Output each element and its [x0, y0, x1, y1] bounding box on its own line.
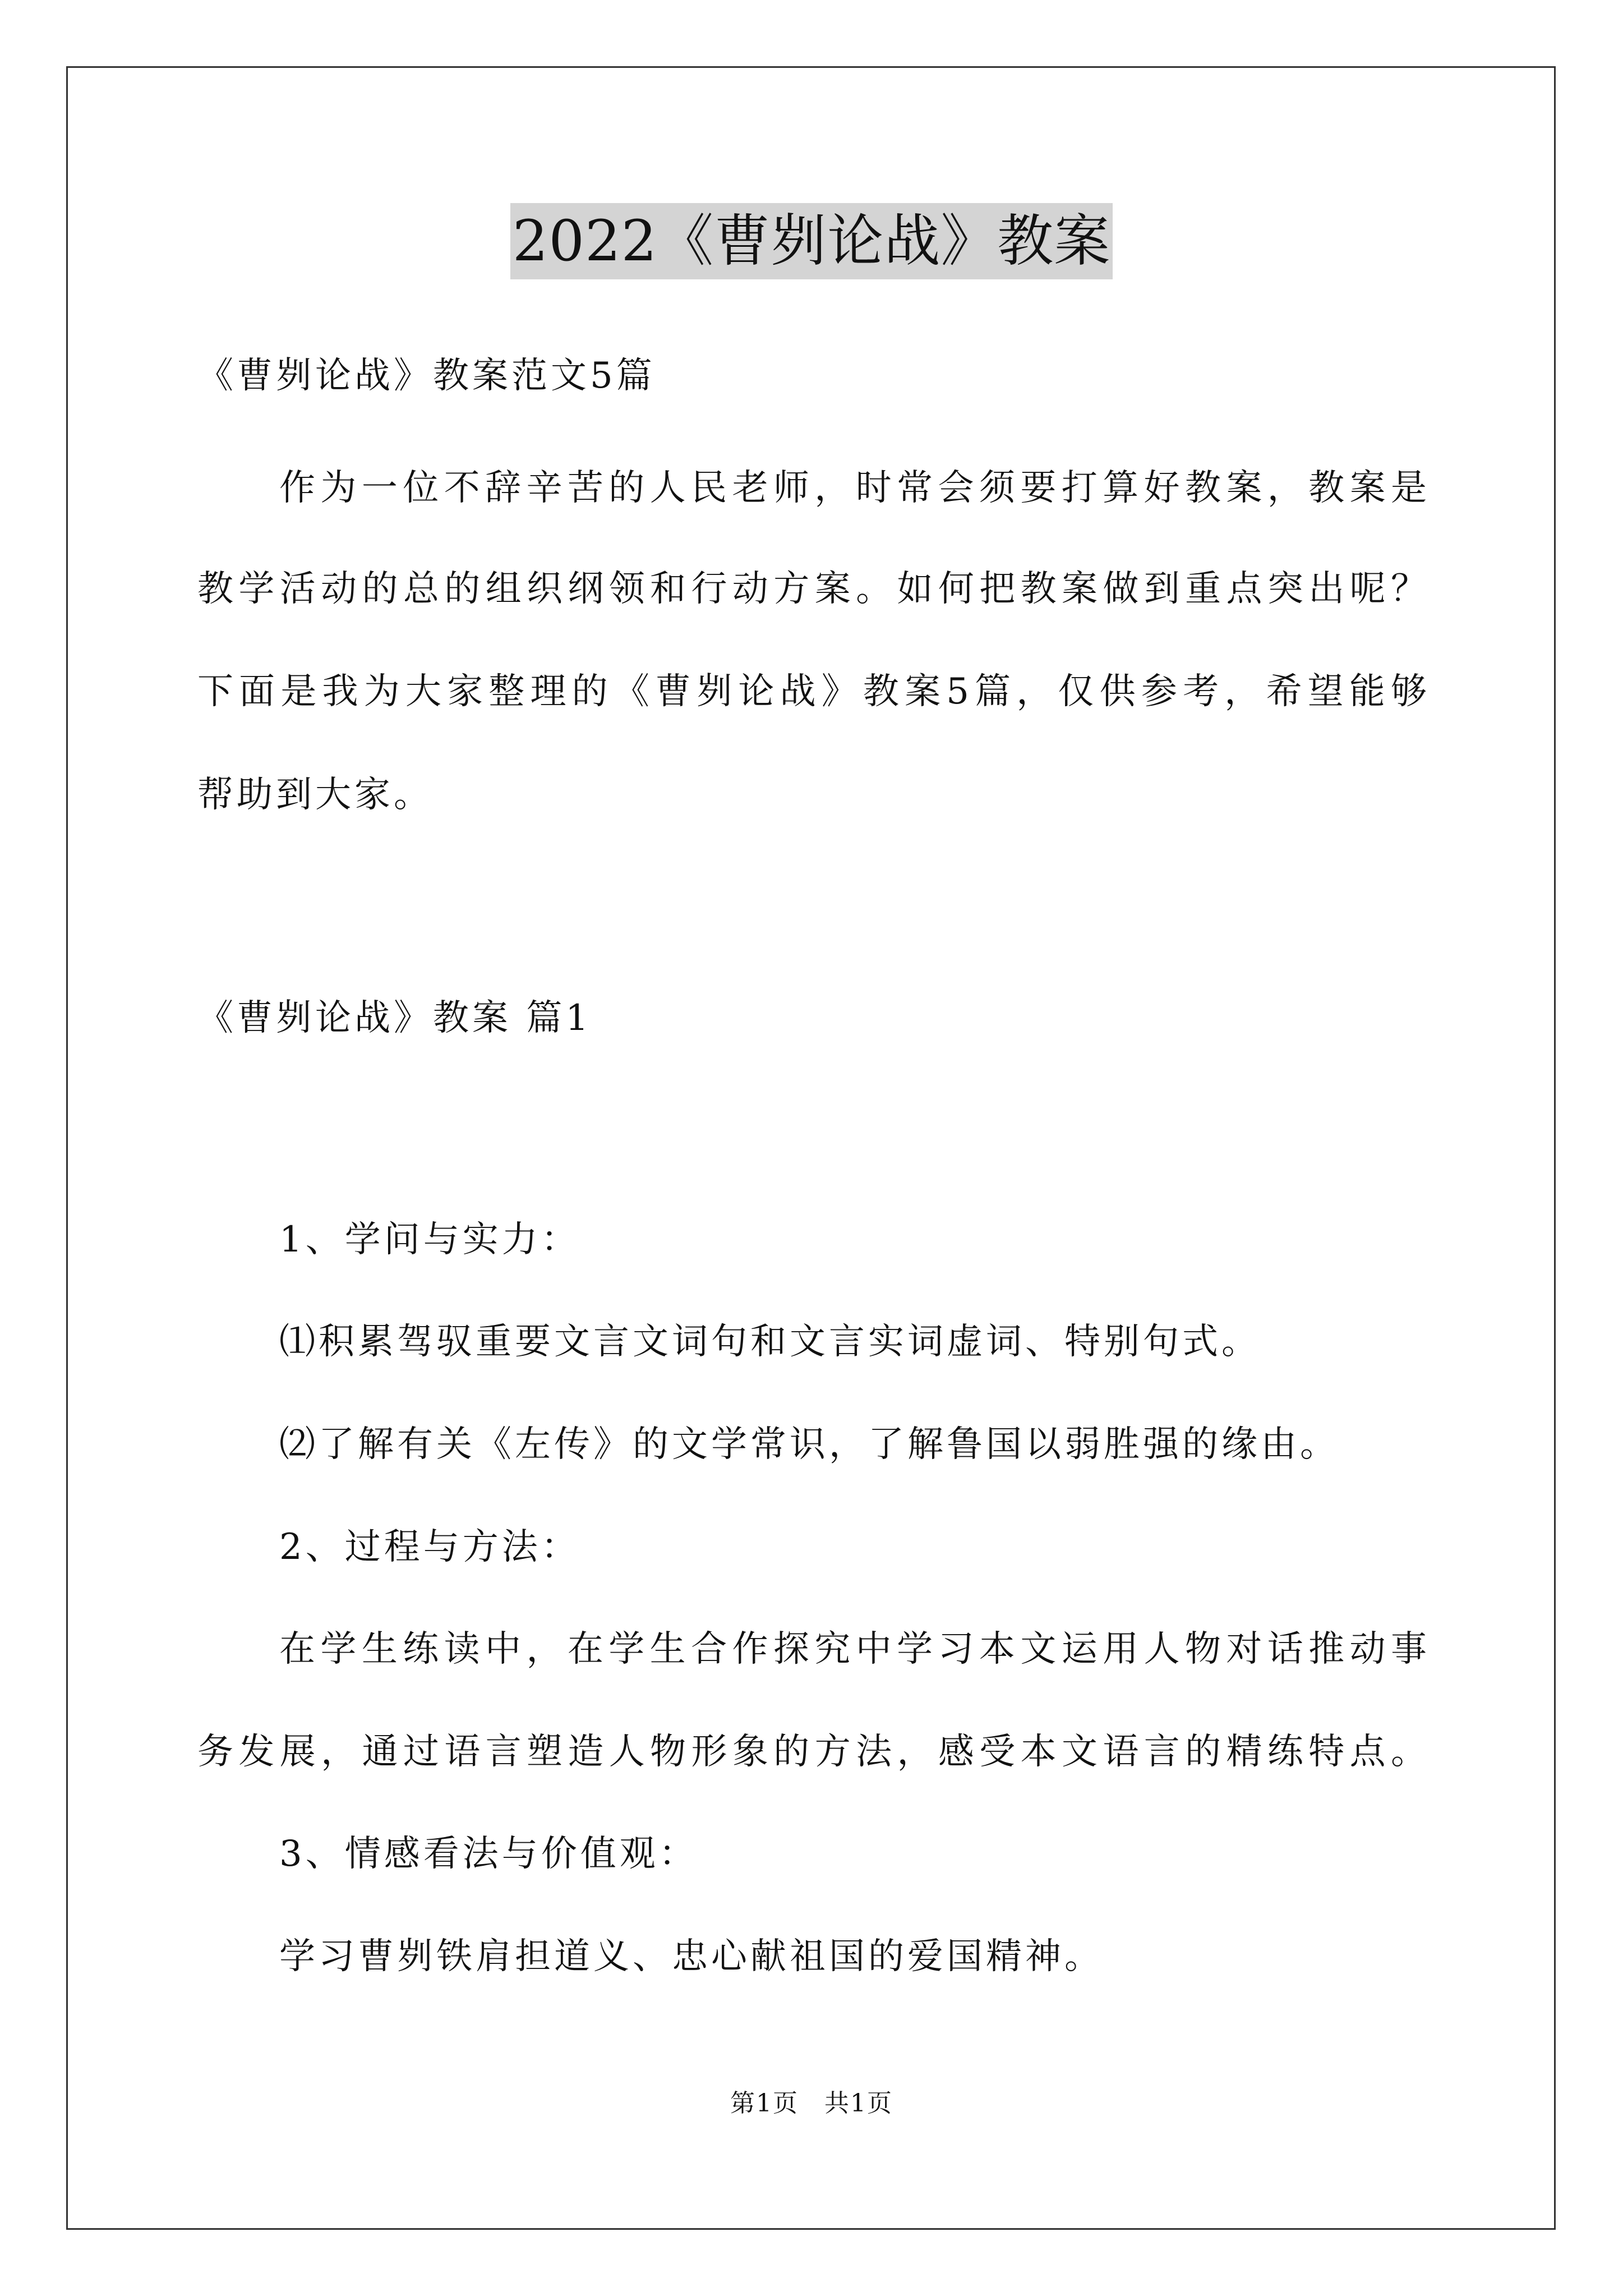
section-line-5: 在学生练读中，在学生合作探究中学习本文运用人物对话推动事 — [279, 1628, 1430, 1670]
section-line-7: 3、情感看法与价值观： — [279, 1833, 698, 1875]
section-line-4: 2、过程与方法： — [279, 1526, 580, 1568]
page-footer: 第1页 共1页 — [730, 2089, 893, 2118]
intro-line-3: 下面是我为大家整理的《曹刿论战》教案5篇，仅供参考，希望能够 — [197, 671, 1430, 712]
document-subtitle: 《曹刿论战》教案范文5篇 — [197, 355, 656, 397]
section-line-3: ⑵了解有关《左传》的文学常识，了解鲁国以弱胜强的缘由。 — [279, 1424, 1339, 1465]
section-line-8: 学习曹刿铁肩担道义、忠心献祖国的爱国精神。 — [279, 1936, 1104, 1977]
document-title-text: 2022《曹刿论战》教案 — [510, 203, 1113, 279]
section-line-2: ⑴积累驾驭重要文言文词句和文言实词虚词、特别句式。 — [279, 1321, 1261, 1363]
intro-line-2: 教学活动的总的组织纲领和行动方案。如何把教案做到重点突出呢？ — [197, 568, 1430, 610]
intro-line-1: 作为一位不辞辛苦的人民老师，时常会须要打算好教案，教案是 — [279, 467, 1430, 509]
intro-line-4: 帮助到大家。 — [197, 774, 433, 816]
document-title — [0, 203, 1623, 279]
section-heading: 《曹刿论战》教案 篇1 — [197, 997, 592, 1039]
section-line-6: 务发展，通过语言塑造人物形象的方法，感受本文语言的精练特点。 — [197, 1731, 1430, 1773]
section-line-1: 1、学问与实力： — [279, 1219, 580, 1260]
